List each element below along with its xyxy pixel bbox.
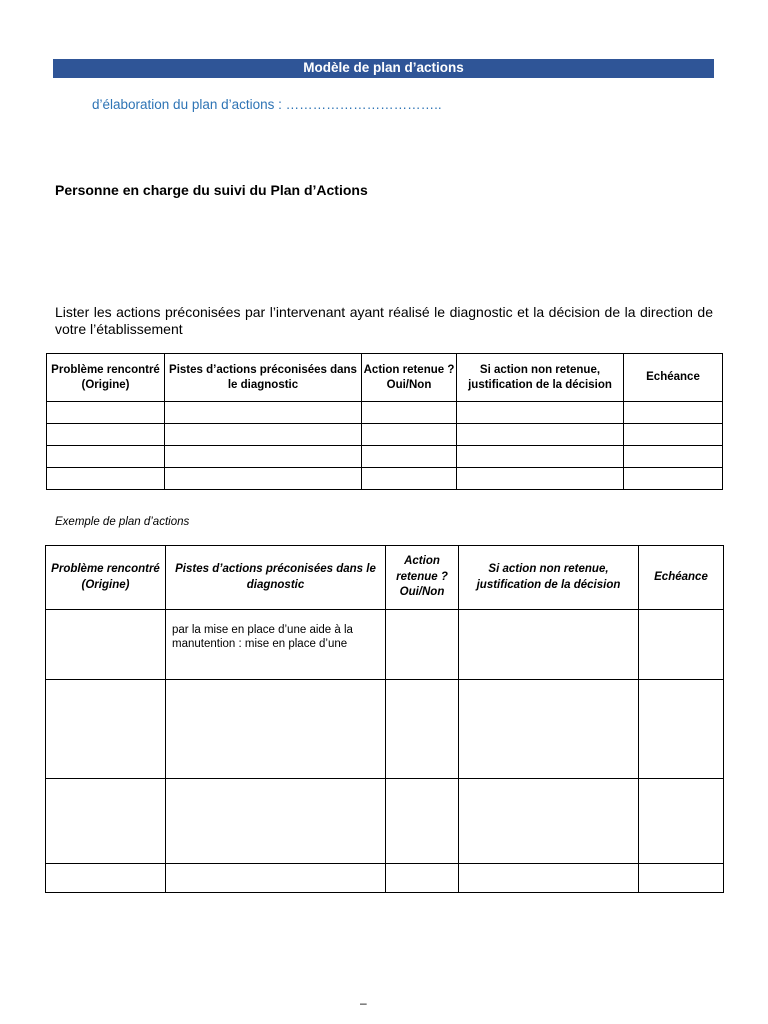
table-cell[interactable]: [166, 779, 386, 864]
column-header-actions: Pistes d’actions préconisées dans le diagnostic: [166, 546, 386, 610]
example-action-text: par la mise en place d’une aide à la manutention : mise en place d’une: [172, 624, 353, 650]
column-header-retained: Action retenue ? Oui/Non: [362, 354, 457, 402]
table-row: [46, 610, 724, 680]
table-cell[interactable]: [459, 864, 639, 893]
table-cell[interactable]: [457, 402, 624, 424]
table-cell[interactable]: [639, 864, 724, 893]
table-cell[interactable]: [165, 402, 362, 424]
table-cell[interactable]: [624, 402, 723, 424]
table-header-row: [46, 546, 724, 610]
table-cell[interactable]: [386, 779, 459, 864]
table-cell[interactable]: [457, 424, 624, 446]
table-cell[interactable]: [386, 864, 459, 893]
table-row: [46, 864, 724, 893]
table-cell[interactable]: [46, 610, 166, 680]
table-cell[interactable]: [165, 424, 362, 446]
document-title: Modèle de plan d’actions: [53, 59, 714, 78]
table-cell[interactable]: [166, 680, 386, 779]
elaboration-date-line: d’élaboration du plan d’actions : ……………………………..: [92, 97, 442, 112]
table-cell[interactable]: [639, 680, 724, 779]
table-cell[interactable]: [624, 424, 723, 446]
table-cell[interactable]: [47, 424, 165, 446]
action-plan-table: [46, 353, 723, 490]
column-header-retained: Action retenue ? Oui/Non: [386, 546, 459, 610]
table-cell[interactable]: [457, 468, 624, 490]
table-cell[interactable]: [459, 610, 639, 680]
column-header-problem: Problème rencontré (Origine): [46, 546, 166, 610]
column-header-deadline: Echéance: [624, 354, 723, 402]
table-cell[interactable]: [47, 402, 165, 424]
column-header-justification: Si action non retenue, justification de la décision: [457, 354, 624, 402]
table-row: [46, 779, 724, 864]
table-cell[interactable]: [639, 779, 724, 864]
table-cell[interactable]: [47, 468, 165, 490]
column-header-actions: Pistes d’actions préconisées dans le diagnostic: [165, 354, 362, 402]
table-row: [47, 402, 723, 424]
table-cell[interactable]: [624, 468, 723, 490]
table-cell[interactable]: [362, 402, 457, 424]
column-header-justification: Si action non retenue, justification de la décision: [459, 546, 639, 610]
table-row: [47, 468, 723, 490]
column-header-deadline: Echéance: [639, 546, 724, 610]
table-row: [46, 680, 724, 779]
table-row: [47, 424, 723, 446]
table-row: [47, 446, 723, 468]
instructions-paragraph: Lister les actions préconisées par l’intervenant ayant réalisé le diagnostic et la décision de la direction de votre l’établissement: [55, 304, 713, 337]
table-cell[interactable]: [165, 446, 362, 468]
table-cell[interactable]: [459, 779, 639, 864]
table-cell[interactable]: [166, 610, 386, 680]
table-cell[interactable]: [386, 680, 459, 779]
table-cell[interactable]: [362, 446, 457, 468]
table-cell[interactable]: [46, 864, 166, 893]
table-cell[interactable]: [362, 424, 457, 446]
table-cell[interactable]: [362, 468, 457, 490]
table-cell[interactable]: [459, 680, 639, 779]
table-cell[interactable]: [46, 779, 166, 864]
table-cell[interactable]: [166, 864, 386, 893]
table-cell[interactable]: [47, 446, 165, 468]
table-cell[interactable]: [624, 446, 723, 468]
example-caption: Exemple de plan d’actions: [55, 516, 190, 528]
table-cell[interactable]: [639, 610, 724, 680]
table-cell[interactable]: [457, 446, 624, 468]
page-footer-dash: –: [360, 996, 367, 1010]
table-cell[interactable]: [46, 680, 166, 779]
table-cell[interactable]: [165, 468, 362, 490]
table-header-row: [47, 354, 723, 402]
example-action-plan-table: [45, 545, 724, 893]
table-cell[interactable]: [386, 610, 459, 680]
follow-up-person-heading: Personne en charge du suivi du Plan d’Actions: [55, 182, 368, 198]
column-header-problem: Problème rencontré (Origine): [47, 354, 165, 402]
